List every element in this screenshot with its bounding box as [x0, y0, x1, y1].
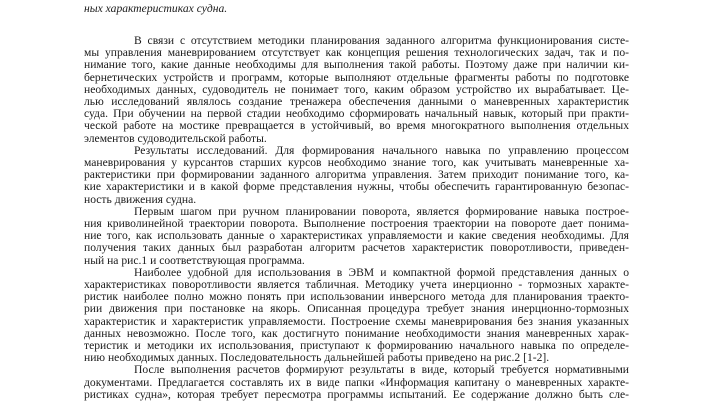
text-line: После выполнения расчетов формируют результаты в виде, который требуется нормативными — [134, 363, 629, 377]
document-body — [84, 35, 629, 401]
text-line: теристик и методики их использования, приступают к формированию начального навыка по определе- — [84, 339, 629, 353]
text-line: характеристик и характеристик управляемости. Построение схемы маневрирования без знания указанных — [84, 314, 629, 328]
paragraph — [84, 145, 629, 206]
text-line: ность движения судна. — [84, 192, 197, 206]
text-line: характеристиках поворотливости является табличная. Методику учета инерционно - тормозных характе- — [84, 278, 629, 292]
text-line: мы управления маневрированием отсутствует как концепция решения технологических задач, так и по- — [84, 46, 629, 60]
text-line: элементов судоводительской работы. — [84, 131, 267, 145]
text-line: В связи с отсутствием методики планирования заданного алгоритма функционирования систе- — [134, 34, 629, 47]
text-line: лью исследований являлось создание тренажера обеспечения данными о маневренных характеристик — [84, 95, 629, 109]
text-line: рактеристики при формировании заданного алгоритма управления. Затем приходит понимание того, ка- — [84, 168, 629, 182]
text-line: получения таких данных был разработан алгоритм расчетов характеристик поворотливости, приведен- — [84, 241, 629, 255]
text-line: кие характеристики и в какой форме представления нужны, чтобы обеспечить гарантированную безопас- — [84, 180, 629, 194]
figure-caption-tail: ных характеристиках судна. — [84, 2, 228, 15]
text-line: ческой работе на мостике превращается в устойчивый, во время многократного выполнения отдельных — [84, 119, 629, 133]
text-line: ный на рис.1 и соответствующая программа. — [84, 253, 305, 267]
paragraph — [84, 206, 629, 267]
text-line: необходимых данных, судоводитель не понимает того, каким образом устройство их вырабатывает. Це- — [84, 82, 629, 96]
text-line: нимание того, какие данные необходимы для выполнения такой работы. Поэтому даже при наличии ки- — [84, 58, 629, 72]
text-line: рии движения при постановке на якорь. Описанная процедура требует знания инерционно-тормозных — [84, 302, 629, 316]
text-line: бернетических устройств и программ, которые выполняют отдельные фрагменты работы по подготовке — [84, 70, 629, 84]
paragraph — [84, 267, 629, 365]
text-line: Первым шагом при ручном планировании поворота, является формирование навыка построе- — [134, 204, 629, 218]
text-line: ристик наиболее полно можно понять при использовании инверсного метода для планирования траекто- — [84, 290, 629, 304]
text-line: ния криволинейной траектории поворота. Выполнение построения траектории на повороте дает понима- — [84, 217, 629, 231]
text-line: суда. При обучении на первой стадии необходимо сформировать начальный навык, который при практи- — [84, 107, 629, 121]
paragraph — [84, 364, 629, 401]
text-line: нию необходимых данных. Последовательность дальнейшей работы приведено на рис.2 [1-2]. — [84, 351, 550, 365]
text-line: ние того, как использовать данные о характеристиках управляемости и какие сведения необходимы. Для — [84, 229, 629, 243]
text-line: ристиках судна», которая требует пересмотра программы испытаний. Ее содержание должно быть сле- — [84, 387, 629, 401]
text-line: маневрирования у курсантов старших курсов необходимо знание того, как учитывать маневренные ха- — [84, 156, 629, 170]
paragraph — [84, 35, 629, 145]
text-line: Наиболее удобной для использования в ЭВМ и компактной формой представления данных о — [134, 265, 629, 279]
text-line: данных невозможно. После того, как достигнуто понимание необходимости знания маневренных харак- — [84, 326, 629, 340]
text-line: документами. Предлагается составлять их в виде папки «Информация капитану о маневренных характе- — [84, 375, 629, 389]
text-line: Результаты исследований. Для формирования начального навыка по управлению процессом — [134, 143, 629, 157]
